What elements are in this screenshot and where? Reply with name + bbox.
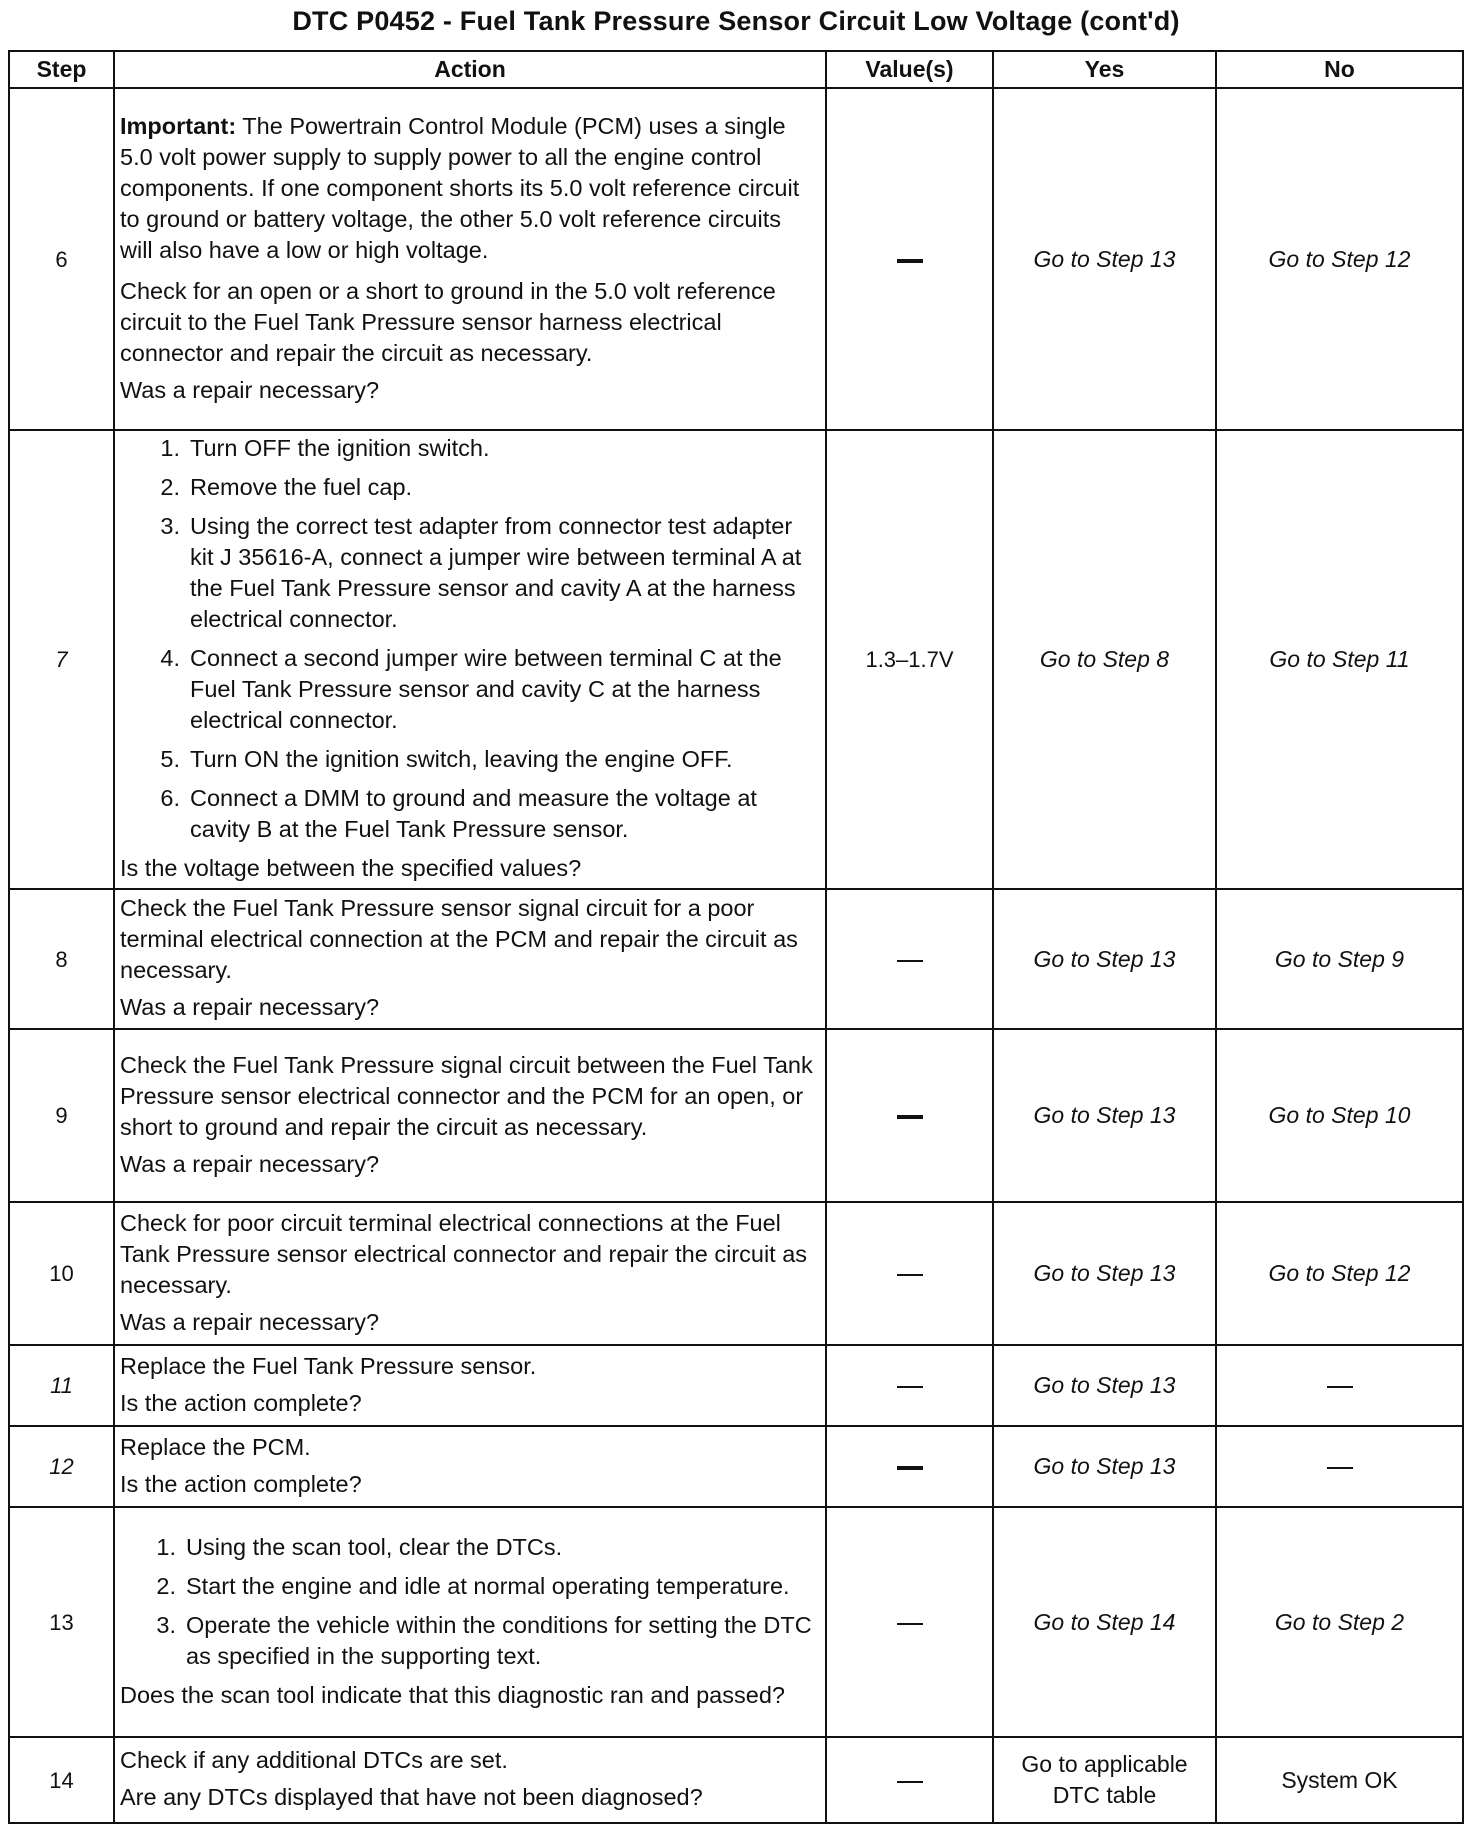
no-cell (1216, 1426, 1463, 1507)
no-cell: Go to Step 11 (1216, 430, 1463, 889)
list-item (120, 511, 817, 635)
substep-text: Connect a second jumper wire between terminal C at the Fuel Tank Pressure sensor and cavity C at the harness electrical connector. (190, 645, 782, 733)
yes-cell: Go to Step 13 (993, 1029, 1216, 1202)
no-cell: Go to Step 2 (1216, 1507, 1463, 1737)
table-row-step-8 (9, 889, 1463, 1029)
no-cell: Go to Step 9 (1216, 889, 1463, 1029)
action-cell (114, 1507, 826, 1737)
important-text: The Powertrain Control Module (PCM) uses a single 5.0 volt power supply to supply power to all the engine control components. If one component shorts its 5.0 volt reference circuit to ground or battery voltage, the other 5.0 volt reference circuits will also have a low or high voltage. (120, 112, 800, 263)
step-number: 10 (9, 1202, 114, 1345)
step-number: 8 (9, 889, 114, 1029)
table-row-step-10 (9, 1202, 1463, 1345)
yes-cell: Go to Step 8 (993, 430, 1216, 889)
dash-mark (1327, 1467, 1353, 1469)
step-number: 14 (9, 1737, 114, 1823)
value-cell (826, 1202, 993, 1345)
value-cell (826, 88, 993, 430)
substep-number: 1. (156, 1533, 176, 1560)
action-cell (114, 430, 826, 889)
substep-text: Turn ON the ignition switch, leaving the engine OFF. (190, 746, 733, 772)
dash-mark (897, 1781, 923, 1783)
list-item (120, 643, 817, 736)
action-cell (114, 1029, 826, 1202)
header-yes: Yes (993, 51, 1216, 88)
substep-text: Connect a DMM to ground and measure the voltage at cavity B at the Fuel Tank Pressure sensor. (190, 785, 757, 842)
substep-text: Remove the fuel cap. (190, 474, 413, 500)
substep-number: 6. (160, 785, 180, 811)
header-action: Action (114, 51, 826, 88)
header-step: Step (9, 51, 114, 88)
step-number: 11 (9, 1345, 114, 1426)
table-row-step-6 (9, 88, 1463, 430)
value-cell (826, 889, 993, 1029)
yes-cell: Go to Step 13 (993, 1345, 1216, 1426)
question-text: Was a repair necessary? (120, 376, 380, 403)
substep-text: Operate the vehicle within the conditions for setting the DTC as specified in the supporting text. (186, 1611, 812, 1669)
substep-number: 2. (156, 1572, 176, 1599)
substep-number: 5. (160, 746, 180, 772)
substep-number: 1. (160, 435, 180, 461)
question-text: Was a repair necessary? (120, 1150, 380, 1177)
action-cell (114, 1737, 826, 1823)
no-cell: Go to Step 12 (1216, 1202, 1463, 1345)
table-row-step-9 (9, 1029, 1463, 1202)
yes-cell (993, 1737, 1216, 1823)
value-cell (826, 1426, 993, 1507)
action-cell (114, 889, 826, 1029)
question-text: Is the action complete? (120, 1389, 362, 1416)
list-item (120, 1610, 817, 1672)
instruction-text: Check for an open or a short to ground in the 5.0 volt reference circuit to the Fuel Tank Pressure sensor harness electrical connector and repair the circuit as necessary. (120, 277, 776, 366)
no-cell: Go to Step 12 (1216, 88, 1463, 430)
question-text: Are any DTCs displayed that have not been diagnosed? (120, 1784, 703, 1810)
dash-mark (897, 259, 923, 263)
page-title: DTC P0452 - Fuel Tank Pressure Sensor Circuit Low Voltage (cont'd) (292, 6, 1180, 36)
instruction-text: Check the Fuel Tank Pressure sensor signal circuit for a poor terminal electrical connection at the PCM and repair the circuit as necessary. (120, 895, 798, 983)
substep-list (120, 1532, 817, 1672)
action-cell (114, 1345, 826, 1426)
yes-cell: Go to Step 13 (993, 1426, 1216, 1507)
header-row (9, 51, 1463, 88)
list-item (120, 1571, 817, 1602)
dash-mark (897, 1466, 923, 1470)
no-cell: System OK (1216, 1737, 1463, 1823)
list-item (120, 472, 817, 503)
yes-cell: Go to Step 13 (993, 889, 1216, 1029)
list-item (120, 1532, 817, 1563)
table-row-step-13 (9, 1507, 1463, 1737)
substep-text: Using the correct test adapter from connector test adapter kit J 35616-A, connect a jumper wire between terminal A at the Fuel Tank Pressure sensor and cavity A at the harness electrical connector. (190, 513, 802, 632)
yes-line-2: DTC table (1052, 1782, 1157, 1808)
table-row-step-7 (9, 430, 1463, 889)
question-text: Does the scan tool indicate that this diagnostic ran and passed? (120, 1681, 785, 1708)
value-cell (826, 1737, 993, 1823)
question-text: Is the voltage between the specified values? (120, 855, 582, 881)
substep-number: 3. (156, 1611, 176, 1638)
dash-mark (897, 1274, 923, 1276)
no-cell: Go to Step 10 (1216, 1029, 1463, 1202)
list-item (120, 744, 817, 775)
dash-mark (897, 1386, 923, 1388)
substep-list (120, 433, 817, 845)
value-cell (826, 1029, 993, 1202)
dash-mark (897, 960, 923, 962)
action-cell (114, 1202, 826, 1345)
substep-text: Start the engine and idle at normal operating temperature. (186, 1572, 790, 1599)
step-number: 9 (9, 1029, 114, 1202)
yes-cell: Go to Step 13 (993, 1202, 1216, 1345)
list-item (120, 783, 817, 845)
yes-cell: Go to Step 13 (993, 88, 1216, 430)
dash-mark (897, 1115, 923, 1119)
instruction-text: Check the Fuel Tank Pressure signal circuit between the Fuel Tank Pressure sensor electrical connector and the PCM for an open, or short to ground and repair the circuit as necessary. (120, 1051, 813, 1140)
important-label: Important: (120, 112, 237, 139)
step-number: 12 (9, 1426, 114, 1507)
dash-mark (897, 1623, 923, 1625)
step-number: 13 (9, 1507, 114, 1737)
diagnostic-table (8, 50, 1464, 1824)
instruction-text: Replace the PCM. (120, 1433, 311, 1460)
table-row-step-12 (9, 1426, 1463, 1507)
step-number: 6 (9, 88, 114, 430)
question-text: Is the action complete? (120, 1470, 362, 1497)
action-cell (114, 1426, 826, 1507)
action-cell (114, 88, 826, 430)
no-cell (1216, 1345, 1463, 1426)
dash-mark (1327, 1386, 1353, 1388)
header-no: No (1216, 51, 1463, 88)
step-number: 7 (9, 430, 114, 889)
header-values: Value(s) (826, 51, 993, 88)
value-cell: 1.3–1.7V (826, 430, 993, 889)
table-row-step-14 (9, 1737, 1463, 1823)
substep-number: 2. (160, 474, 180, 500)
value-cell (826, 1507, 993, 1737)
yes-line-1: Go to applicable (1021, 1751, 1188, 1777)
value-cell (826, 1345, 993, 1426)
substep-text: Using the scan tool, clear the DTCs. (186, 1533, 563, 1560)
question-text: Was a repair necessary? (120, 1308, 380, 1335)
substep-text: Turn OFF the ignition switch. (190, 435, 490, 461)
table-row-step-11 (9, 1345, 1463, 1426)
question-text: Was a repair necessary? (120, 994, 380, 1020)
substep-number: 3. (160, 513, 180, 539)
important-note (120, 111, 817, 266)
instruction-text: Check for poor circuit terminal electrical connections at the Fuel Tank Pressure sensor electrical connector and repair the circuit as necessary. (120, 1209, 808, 1298)
instruction-text: Replace the Fuel Tank Pressure sensor. (120, 1352, 537, 1379)
instruction-text: Check if any additional DTCs are set. (120, 1747, 508, 1773)
yes-cell: Go to Step 14 (993, 1507, 1216, 1737)
list-item (120, 433, 817, 464)
substep-number: 4. (160, 645, 180, 671)
